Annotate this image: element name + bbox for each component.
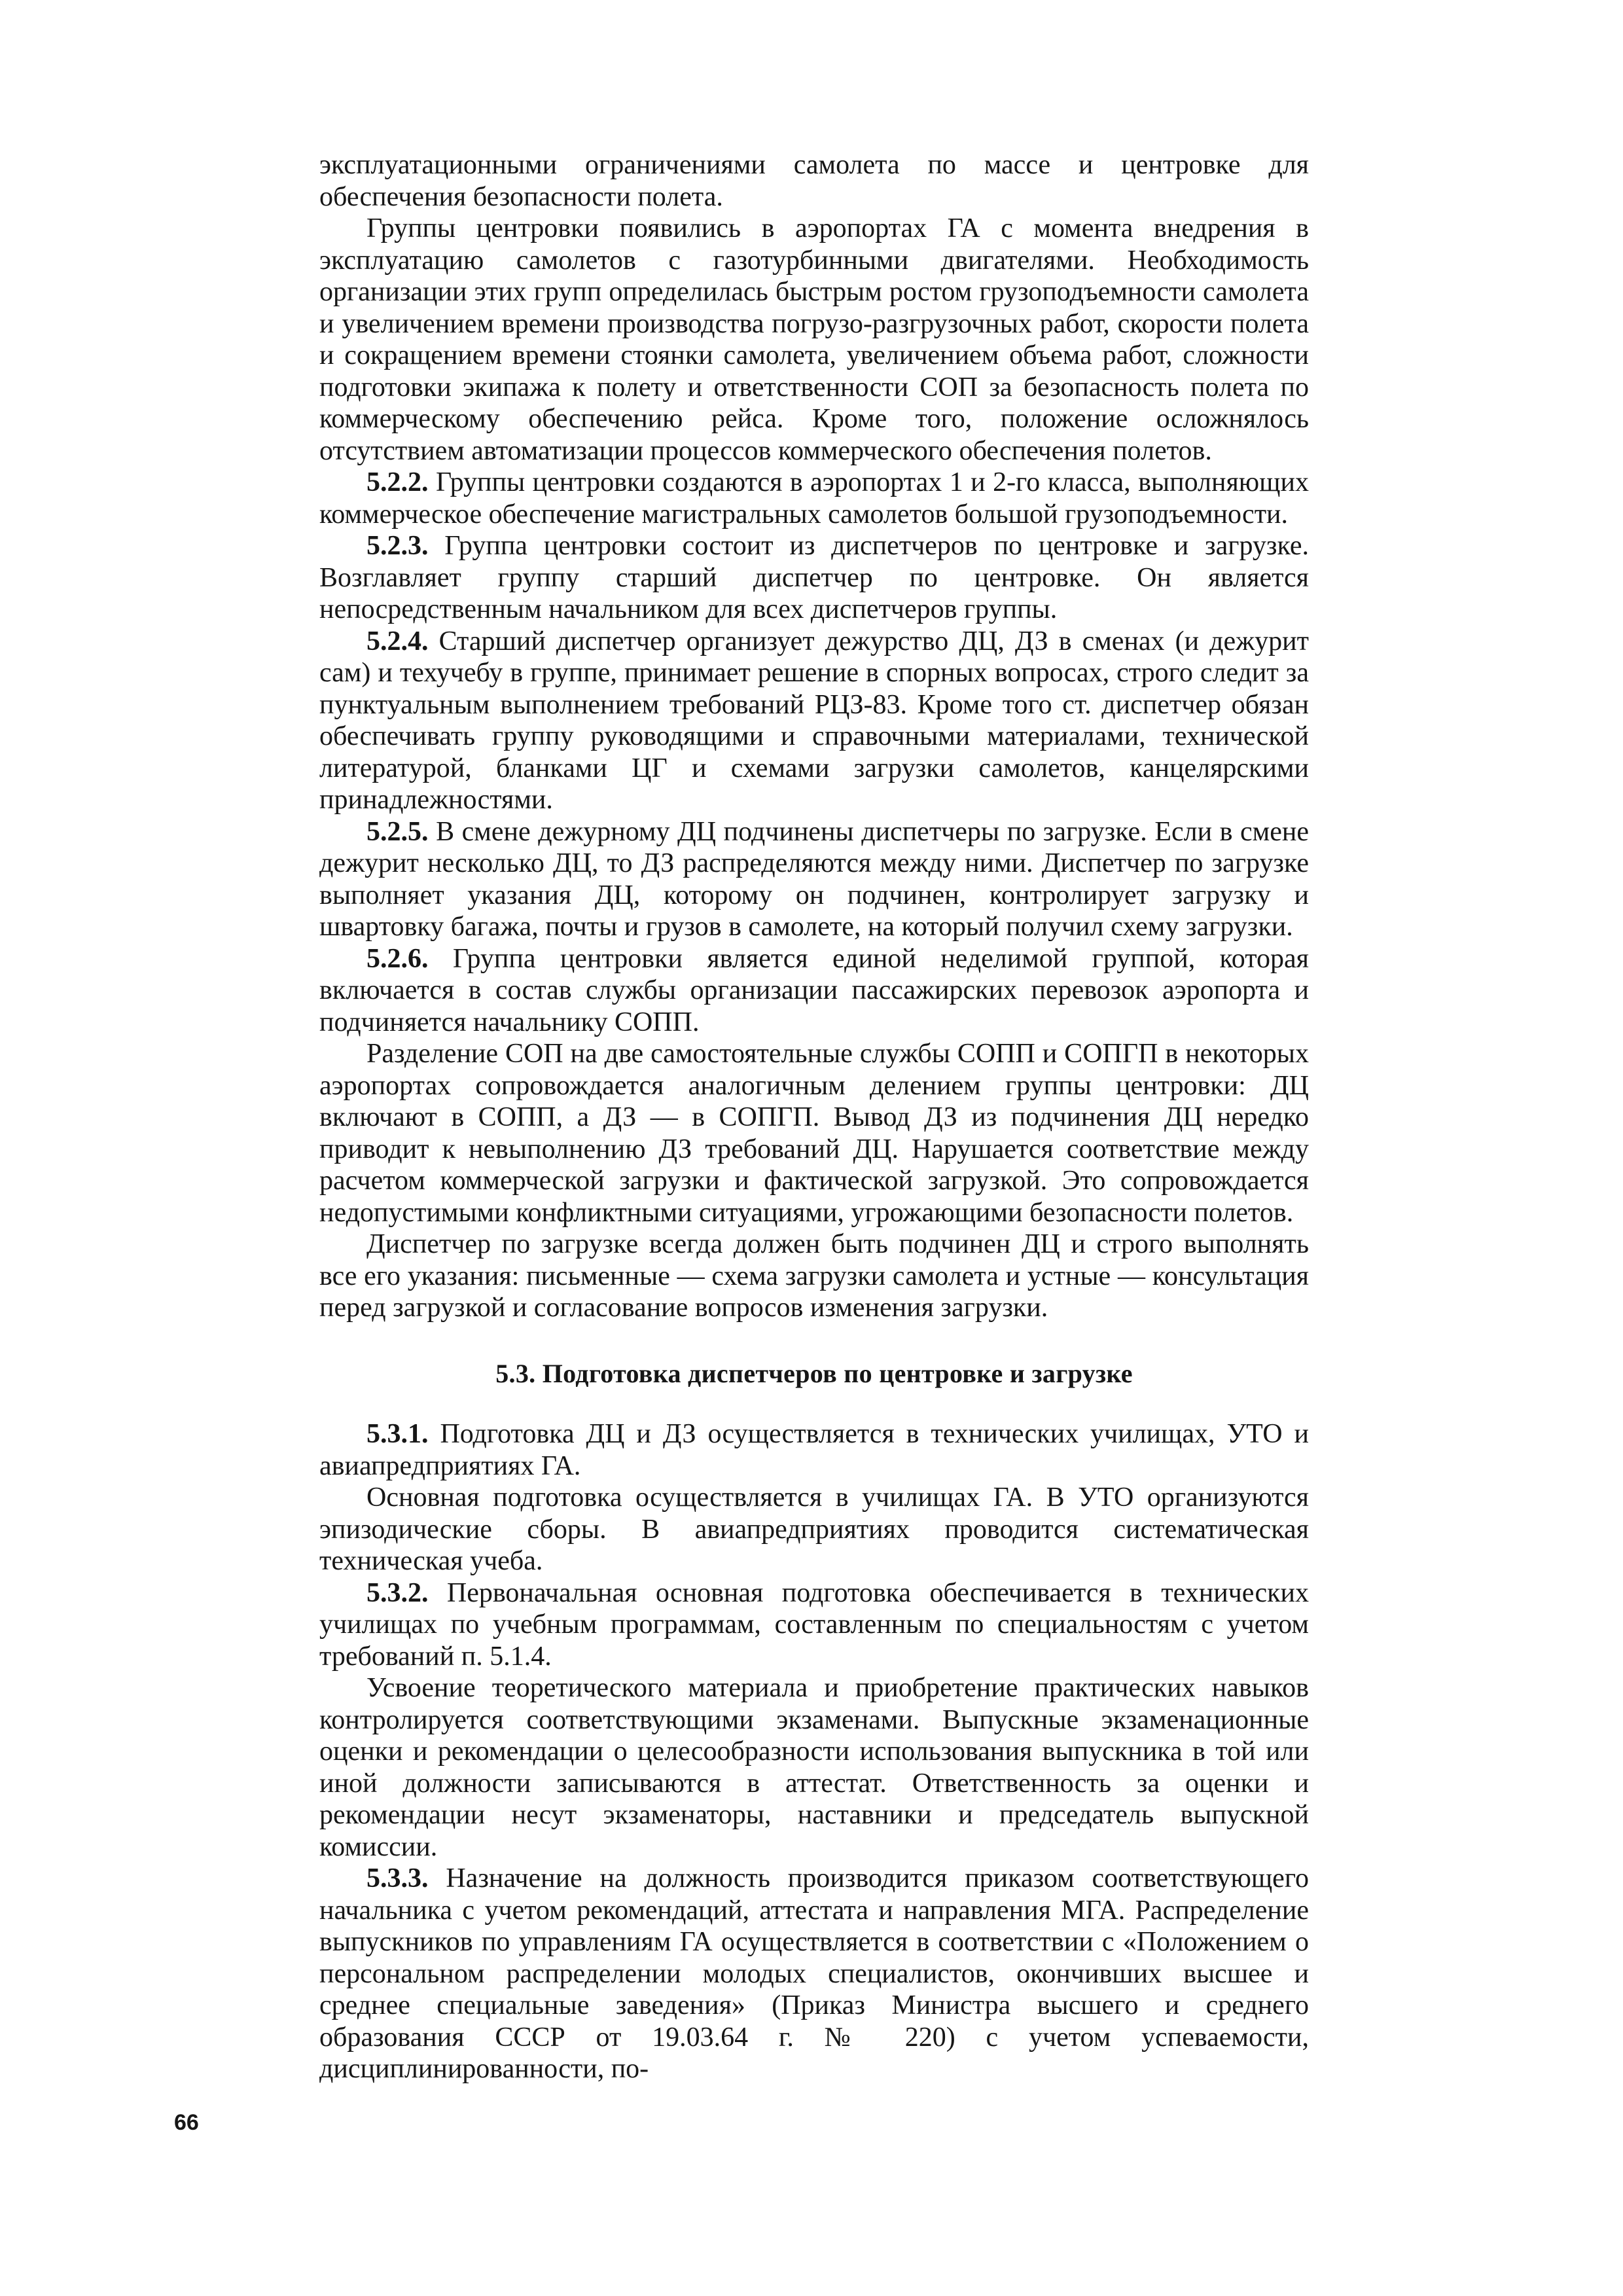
- numbered-paragraph: [319, 467, 1309, 530]
- clause-number: 5.2.3.: [366, 531, 429, 561]
- page-number: 66: [174, 2110, 199, 2135]
- clause-number: 5.3.1.: [366, 1419, 429, 1449]
- clause-text: Группы центровки создаются в аэропортах 1 и 2-го класса, выполняющих коммерческое обеспечение магистральных самолетов большой грузоподъемности.: [319, 467, 1309, 529]
- numbered-paragraph: [319, 1863, 1309, 2085]
- paragraph: Разделение СОП на две самостоятельные службы СОПП и СОПГП в некоторых аэропортах сопровождается аналогичным делением группы центровки: ДЦ включают в СОПП, а ДЗ — в СОПГП. Вывод ДЗ из подчинения ДЦ нередко приводит к невыполнению ДЗ требований ДЦ. Нарушается соответствие между расчетом коммерческой загрузки и фактической загрузкой. Это сопровождается недопустимыми конфликтными ситуациями, угрожающими безопасности полетов.: [319, 1039, 1309, 1228]
- page-body: [319, 149, 1309, 2085]
- clause-text: Группа центровки является единой неделимой группой, которая включается в состав службы организации пассажирских перевозок аэропорта и подчиняется начальнику СОПП.: [319, 943, 1309, 1037]
- numbered-paragraph: [319, 816, 1309, 943]
- clause-text: Первоначальная основная подготовка обеспечивается в технических училищах по учебным программам, составленным по специальностям с учетом требований п. 5.1.4.: [319, 1577, 1310, 1672]
- numbered-paragraph: [319, 530, 1309, 626]
- clause-number: 5.2.2.: [366, 467, 429, 497]
- clause-text: Группа центровки состоит из диспетчеров по центровке и загрузке. Возглавляет группу старший диспетчер по центровке. Он является непосредственным начальником для всех диспетчеров группы.: [319, 531, 1310, 624]
- section-heading: 5.3. Подготовка диспетчеров по центровке и загрузке: [495, 1358, 1133, 1388]
- clause-number: 5.3.2.: [366, 1577, 429, 1608]
- clause-text: Назначение на должность производится приказом соответствующего начальника с учетом рекомендаций, аттестата и направления МГА. Распределение выпускников по управлениям ГА осуществляется в соответствии с «Положением о персональном распределении молодых специалистов, окончивших высшее и среднее специальные заведения» (Приказ Министра высшего и среднего образования СССР от 19.03.64 г. № 220) с учетом успеваемости, дисциплинированности, по-: [319, 1863, 1309, 2084]
- paragraph: Основная подготовка осуществляется в училищах ГА. В УТО организуются эпизодические сборы. В авиапредприятиях проводится систематическая техническая учеба.: [319, 1482, 1309, 1576]
- paragraph: Диспетчер по загрузке всегда должен быть подчинен ДЦ и строго выполнять все его указания: письменные — схема загрузки самолета и устные — консультация перед загрузкой и согласование вопросов изменения загрузки.: [319, 1229, 1309, 1323]
- clause-number: 5.2.6.: [366, 943, 429, 974]
- numbered-paragraph: [319, 1418, 1309, 1482]
- clause-number: 5.2.5.: [366, 816, 429, 847]
- clause-number: 5.3.3.: [366, 1863, 429, 1893]
- numbered-paragraph: [319, 626, 1309, 816]
- clause-text: В смене дежурному ДЦ подчинены диспетчеры по загрузке. Если в смене дежурит несколько ДЦ, то ДЗ распределяются между ними. Диспетчер по загрузке выполняет указания ДЦ, которому он подчинен, контролирует загрузку и швартовку багажа, почты и грузов в самолете, на который получил схему загрузки.: [319, 816, 1309, 942]
- paragraph: эксплуатационными ограничениями самолета по массе и центровке для обеспечения безопасности полета.: [319, 150, 1309, 212]
- paragraph: Усвоение теоретического материала и приобретение практических навыков контролируется соответствующими экзаменами. Выпускные экзаменационные оценки и рекомендации о целесообразности использования выпускника в той или иной должности записываются в аттестат. Ответственность за оценки и рекомендации несут экзаменаторы, наставники и председатель выпускной комиссии.: [319, 1673, 1309, 1862]
- clause-text: Подготовка ДЦ и ДЗ осуществляется в технических училищах, УТО и авиапредприятиях ГА.: [319, 1419, 1310, 1481]
- numbered-paragraph: [319, 1577, 1309, 1673]
- clause-text: Старший диспетчер организует дежурство ДЦ, ДЗ в сменах (и дежурит сам) и техучебу в группе, принимает решение в спорных вопросах, строго следит за пунктуальным выполнением требований РЦЗ-83. Кроме того ст. диспетчер обязан обеспечивать группу руководящими и справочными материалами, технической литературой, бланками ЦГ и схемами загрузки самолетов, канцелярскими принадлежностями.: [319, 626, 1309, 815]
- clause-number: 5.2.4.: [366, 626, 429, 656]
- paragraph: Группы центровки появились в аэропортах ГА с момента внедрения в эксплуатацию самолетов с газотурбинными двигателями. Необходимость организации этих групп определилась быстрым ростом грузоподъемности самолета и увеличением времени производства погрузо-разгрузочных работ, скорости полета и сокращением времени стоянки самолета, увеличением объема работ, сложности подготовки экипажа к полету и ответственности СОП за безопасность полета по коммерческому обеспечению рейса. Кроме того, положение осложнялось отсутствием автоматизации процессов коммерческого обеспечения полетов.: [319, 213, 1309, 466]
- numbered-paragraph: [319, 943, 1309, 1039]
